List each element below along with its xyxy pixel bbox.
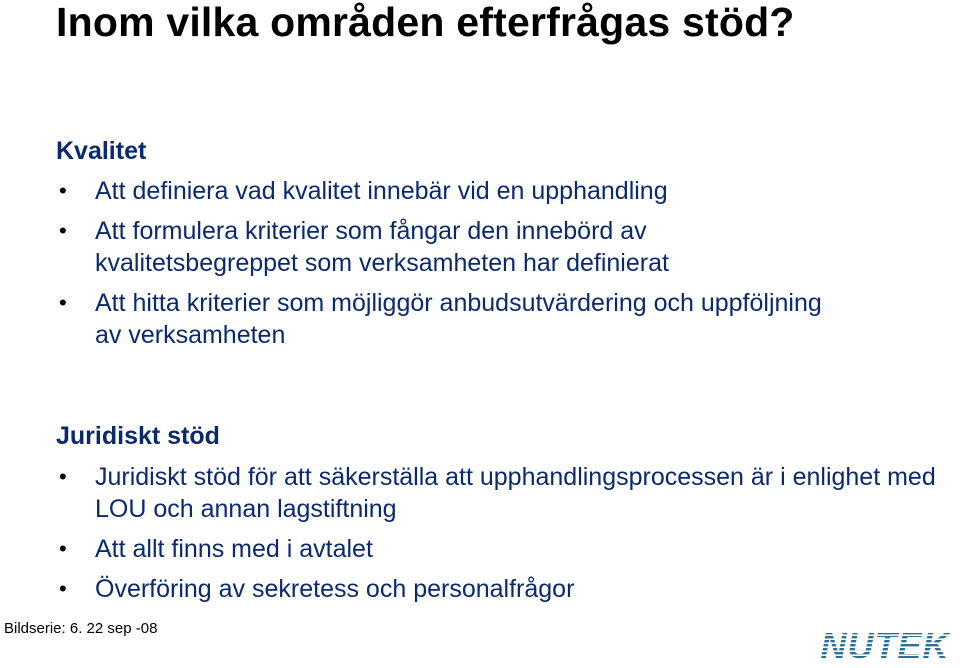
bullet-text: Juridiskt stöd för att säkerställa att upphandlingsprocessen är i enlighet med LOU och annan lagstiftning [95, 463, 936, 523]
bullet-icon: • [59, 218, 67, 243]
bullet-icon: • [59, 290, 67, 315]
bullet-icon: • [59, 536, 67, 561]
nutek-logo [818, 628, 952, 662]
bullet-icon: • [59, 464, 67, 489]
bullet-icon: • [59, 178, 67, 203]
slide-title: Inom vilka områden efterfrågas stöd? [56, 0, 795, 45]
slide-footer: Bildserie: 6. 22 sep -08 [4, 620, 158, 637]
list-item [56, 573, 936, 605]
bullet-text: Överföring av sekretess och personalfrågor [95, 575, 575, 603]
list-item [56, 287, 855, 351]
kvalitet-bullet-list [56, 175, 936, 359]
juridiskt-bullet-list [56, 461, 936, 613]
bullet-text: Att allt finns med i avtalet [95, 535, 373, 563]
bullet-text: Att definiera vad kvalitet innebär vid en upphandling [95, 177, 668, 205]
bullet-icon: • [59, 576, 67, 601]
bullet-text: Att formulera kriterier som fångar den innebörd av kvalitetsbegreppet som verksamheten har definierat [95, 217, 669, 277]
list-item [56, 533, 936, 565]
list-item [56, 461, 960, 525]
logo-wordmark: NUTEK [820, 628, 950, 662]
section-heading-juridiskt-stod: Juridiskt stöd [56, 422, 220, 450]
section-heading-kvalitet: Kvalitet [56, 137, 147, 165]
list-item [56, 175, 936, 207]
bullet-text: Att hitta kriterier som möjliggör anbudsutvärdering och uppföljning av verksamheten [95, 289, 822, 349]
list-item [56, 215, 795, 279]
